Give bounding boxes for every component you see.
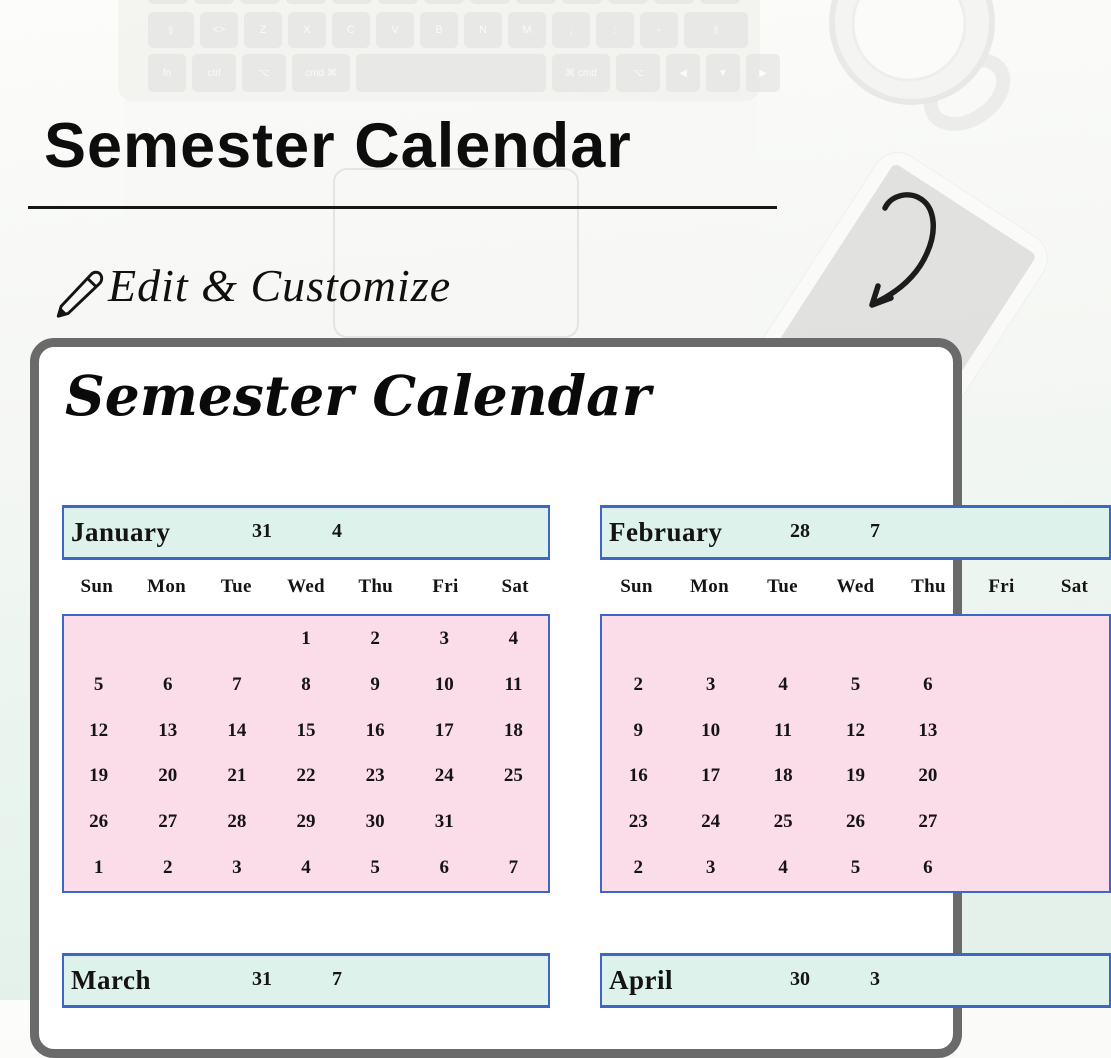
date-cell: 10 [701,719,721,741]
keyboard-key: Z [244,12,282,48]
date-cell: 2 [633,857,643,879]
weekday-label: Wed [836,576,875,597]
date-cell: 6 [923,673,933,695]
weekday-label: Sun [80,576,114,597]
date-cell: 11 [504,673,523,695]
page-title: Semester Calendar [44,111,632,181]
date-cell: 27 [158,811,178,833]
month-name: March [71,965,151,995]
date-cell: 20 [918,765,938,787]
keyboard-row [148,12,748,48]
keyboard-key: ctrl [192,54,236,92]
keyboard-row [148,54,780,92]
month-header-number-1: 28 [790,520,810,542]
keyboard-key [332,0,372,4]
month-header [62,505,550,560]
month-header-number-2: 4 [332,520,342,542]
date-cell: 3 [705,857,716,879]
weekday-label: Mon [147,576,187,597]
weekday-label: Tue [220,576,252,597]
month-name: April [609,965,674,995]
date-cell: 3 [705,673,716,695]
date-cell: 9 [633,719,643,741]
date-cell: 16 [628,765,648,787]
weekday-label: Sun [620,576,653,597]
pencil-icon [48,262,106,326]
weekday-label: Sat [1060,576,1089,597]
date-cell: 26 [89,811,109,833]
keyboard-key: cmd ⌘ [292,54,350,92]
date-cell: 30 [365,811,385,833]
keyboard-key [562,0,602,4]
keyboard-key: : [596,12,634,48]
date-cell: 18 [773,765,793,787]
keyboard-key [286,0,326,4]
date-cell: 4 [778,857,788,879]
date-cell: 13 [158,719,178,741]
keyboard-key: M [508,12,546,48]
date-cell: 28 [227,811,247,833]
date-cell: 4 [301,857,311,879]
keyboard-key: ⇧ [684,12,748,48]
keyboard-key: X [288,12,326,48]
month-header-number-2: 7 [870,520,880,542]
date-cell: 5 [850,673,861,695]
coffee-cup-photo [812,0,1022,142]
keyboard-key [700,0,740,4]
keyboard-key: B [420,12,458,48]
date-cell: 16 [365,719,385,741]
date-cell: 10 [434,673,454,695]
date-grid [600,614,1111,893]
month-calendar-february [600,505,1111,893]
month-header-number-1: 31 [252,968,272,990]
weekday-label: Fri [988,576,1015,597]
date-cell: 14 [227,719,247,741]
date-cell: 17 [434,719,454,741]
month-name: January [71,517,171,547]
keyboard-key: <> [200,12,238,48]
title-divider [28,206,777,209]
keyboard-key: ⌥ [242,54,286,92]
date-cell: 6 [923,857,933,879]
keyboard-key: ; [552,12,590,48]
date-cell: 24 [434,765,454,787]
date-cell: 13 [918,719,938,741]
date-cell: 4 [778,673,788,695]
date-cell: 8 [301,673,311,695]
date-cell: 3 [232,857,242,879]
keyboard-key: ▼ [706,54,740,92]
date-cell: 7 [508,857,519,879]
date-grid [62,614,550,893]
curved-arrow-icon [845,186,945,316]
keyboard-key [240,0,280,4]
preview-card [30,338,1089,1058]
date-cell: 3 [439,627,450,649]
date-cell: 5 [850,857,861,879]
date-cell: 21 [227,765,247,787]
date-cell: 25 [503,765,523,787]
date-cell: 9 [370,673,380,695]
date-cell: 29 [296,811,316,833]
date-cell: 24 [701,811,721,833]
keyboard-key [470,0,510,4]
weekday-label: Thu [911,576,946,597]
date-cell: 1 [93,857,104,879]
keyboard-key [516,0,556,4]
weekday-label: Sat [501,576,529,597]
edit-customize-tagline [48,258,451,326]
keyboard-key [378,0,418,4]
keyboard-key [148,0,188,4]
date-cell: 25 [773,811,793,833]
keyboard-key [356,54,546,92]
weekday-label: Wed [287,576,325,597]
date-cell: 17 [701,765,721,787]
month-calendar-april [600,953,1111,1008]
keyboard-key [654,0,694,4]
month-header [600,505,1111,560]
weekday-label: Tue [767,576,798,597]
month-header-number-1: 30 [790,968,810,990]
date-cell: 19 [845,765,865,787]
keyboard-row [148,0,740,4]
date-cell: 7 [232,673,242,695]
month-header-number-2: 7 [332,968,342,990]
month-header [62,953,550,1008]
month-header [600,953,1111,1008]
date-cell: 23 [365,765,385,787]
date-cell: 19 [89,765,109,787]
date-cell: 6 [162,673,173,695]
date-cell: 27 [918,811,938,833]
weekday-label: Thu [358,576,394,597]
keyboard-key: fn [148,54,186,92]
keyboard-key: ⌘ cmd [552,54,610,92]
keyboard-key [194,0,234,4]
keyboard-key: ◀ [666,54,700,92]
weekday-label: Fri [432,576,459,597]
date-cell: 22 [296,765,316,787]
date-cell: 31 [434,811,454,833]
month-calendar-march [62,953,550,1008]
date-cell: 15 [296,719,316,741]
weekday-label: Mon [690,576,729,597]
month-name: February [609,517,723,547]
date-cell: 6 [439,857,450,879]
date-cell: 5 [370,857,380,879]
keyboard-key: ⌥ [616,54,660,92]
keyboard-key [608,0,648,4]
keyboard-key: - [640,12,678,48]
date-cell: 2 [162,857,173,879]
month-header-number-1: 31 [252,520,272,542]
date-cell: 18 [503,719,523,741]
card-title: Semester Calendar [65,363,651,428]
date-cell: 5 [93,673,104,695]
date-cell: 26 [845,811,865,833]
keyboard-key: N [464,12,502,48]
weekday-row [600,560,1111,614]
date-cell: 2 [633,673,643,695]
month-calendar-january [62,505,550,893]
weekday-row [62,560,550,614]
date-cell: 1 [301,627,311,649]
date-cell: 23 [628,811,648,833]
month-header-number-2: 3 [870,968,880,990]
date-cell: 4 [508,627,519,649]
date-cell: 2 [370,627,380,649]
date-cell: 12 [89,719,109,741]
date-cell: 11 [774,719,793,741]
date-cell: 20 [158,765,178,787]
keyboard-key: ⇧ [148,12,194,48]
keyboard-key [424,0,464,4]
tagline-text: Edit & Customize [108,260,452,311]
keyboard-key: V [376,12,414,48]
keyboard-key: C [332,12,370,48]
keyboard-key: ▶ [746,54,780,92]
date-cell: 12 [845,719,865,741]
